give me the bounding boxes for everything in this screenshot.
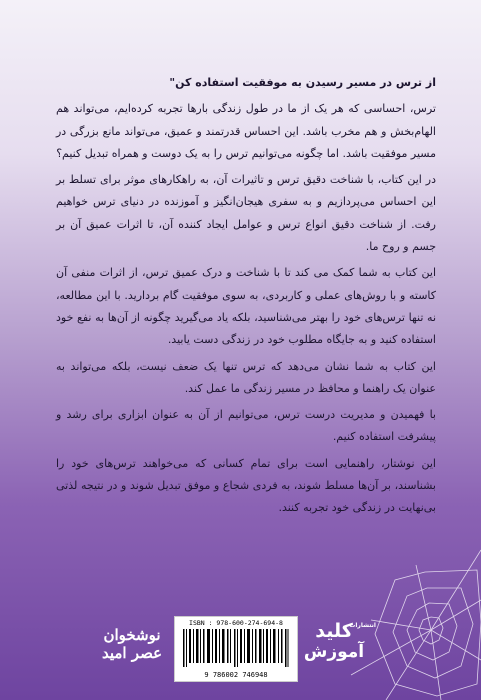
publisher-logo-line1: کلید: [315, 620, 353, 642]
back-cover-heading: از ترس در مسیر رسیدن به موفقیت استفاده کن": [169, 76, 436, 89]
ean-number: 9 786002 746948: [204, 671, 268, 679]
back-cover-text: [56, 72, 436, 524]
isbn-barcode: [174, 616, 298, 682]
paragraph-6: این نوشتار، راهنمایی است برای تمام کسانی که می‌خواهند ترس‌های خود را بشناسند، بر آن‌ها مسلط شوند، به فردی شجاع و موفق تبدیل شوند و در نتیجه لذتی بی‌نهایت در زندگی خود تجربه کنند.: [56, 456, 436, 515]
paragraph-2: در این کتاب، با شناخت دقیق ترس و تاثیرات آن، به راهکارهای موثر برای تسلط بر این احساس می‌پردازیم و به سفری هیجان‌انگیز و آموزنده در دنیای ترس خواهیم رفت. از شناخت دقیق انواع ترس و عوامل ایجاد کننده آن، تا اثرات عمیق آن بر جسم و روح ما.: [56, 173, 436, 254]
paragraph-5: با فهمیدن و مدیریت درست ترس، می‌توانیم از آن به عنوان ابزاری برای رشد و پیشرفت استفاده کنیم.: [56, 408, 436, 444]
publisher-logo-line2: آموزش: [303, 642, 365, 662]
paragraph-1: ترس، احساسی که هر یک از ما در طول زندگی بارها تجربه کرده‌ایم، می‌تواند هم الهام‌بخش و هم مخرب باشد. این احساس قدرتمند و عمیق، می‌تواند مانع بزرگی در مسیر موفقیت باشد. اما چگونه می‌توانیم ترس را به یک دوست و همراه تبدیل کنیم؟: [56, 102, 436, 160]
publisher-logo-kelid-amoozesh: [288, 620, 380, 670]
publisher-logo-line2: عصر امید: [101, 644, 163, 662]
publisher-logo-line1: نوشخوان: [103, 626, 161, 644]
publisher-prefix: انتشارات: [349, 622, 376, 629]
barcode-bars: [183, 629, 289, 667]
publisher-logo-asr-omid: [96, 628, 168, 666]
paragraph-3: این کتاب به شما کمک می کند تا با شناخت و درک عمیق ترس، از اثرات منفی آن کاسته و با روش‌های عملی و کاربردی، به سوی موفقیت گام بردارید. با این مطالعه، نه تنها ترس‌های خود را بهتر می‌شناسید، بلکه یاد می‌گیرید چگونه از آن‌ها به نفع خود استفاده کنید و به جایگاه مطلوب خود در زندگی دست یابید.: [56, 266, 436, 347]
isbn-label: ISBN : 978-600-274-694-8: [189, 619, 283, 627]
paragraph-4: این کتاب به شما نشان می‌دهد که ترس تنها یک ضعف نیست، بلکه می‌تواند به عنوان یک راهنما و محافظ در مسیر زندگی ما عمل کند.: [56, 359, 436, 395]
